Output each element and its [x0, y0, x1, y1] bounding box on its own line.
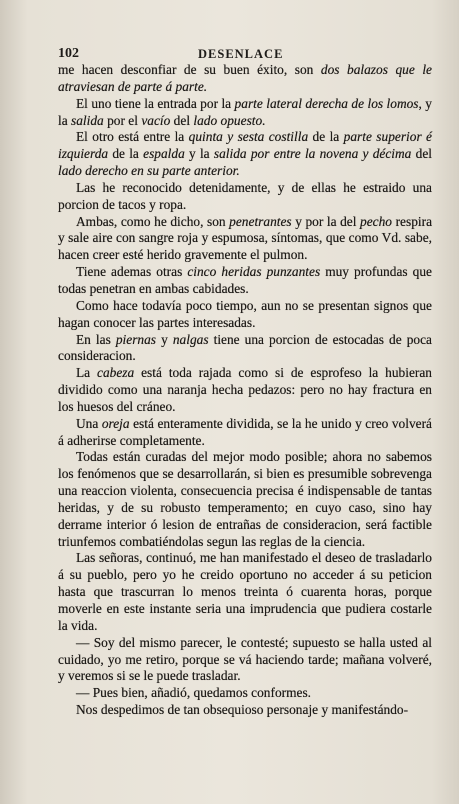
- text-run: El otro está entre la: [76, 129, 189, 145]
- italic-text: oreja: [101, 415, 130, 431]
- italic-text: salida: [71, 112, 104, 128]
- text-run: muy profundas que todas penetran en ambas cabidades.: [58, 264, 432, 296]
- italic-text: lado derecho en su parte anterior.: [58, 163, 240, 179]
- text-run: de la: [308, 129, 344, 145]
- italic-text: lado opuesto.: [193, 112, 266, 128]
- italic-text: parte lateral derecha de los lomos: [234, 95, 419, 111]
- running-title: DESENLACE: [198, 47, 284, 61]
- paragraph: [58, 129, 432, 180]
- text-run: Tiene ademas otras: [76, 264, 188, 280]
- paragraph: [58, 685, 432, 702]
- body-text: [58, 62, 432, 719]
- italic-text: vacío: [141, 112, 171, 128]
- italic-text: cinco heridas punzantes: [187, 264, 321, 280]
- text-run: En las: [76, 331, 116, 347]
- italic-text: piernas: [115, 331, 157, 347]
- italic-text: penetrantes: [229, 213, 292, 229]
- paragraph: [58, 449, 432, 550]
- text-run: Las señoras, continuó, me han manifestado el deseo de trasladarlo á su pueblo, pero yo he creido oportuno no acceder á su peticion hasta que trascurran lo menos treinta ó cuarenta horas, porque moverle en este instante seria una imprudencia que pudiera costarle la vida.: [58, 550, 432, 633]
- text-run: está enteramente dividida, se la he unido y creo volverá á adherirse completamente.: [58, 415, 432, 448]
- italic-text: espalda: [143, 146, 185, 162]
- text-run: del: [411, 146, 432, 162]
- text-run: — Pues bien, añadió, quedamos conformes.: [76, 685, 312, 701]
- italic-text: nalgas: [172, 331, 209, 347]
- text-run: Nos despedimos de tan obsequioso personaje y manifestándo-: [76, 702, 409, 718]
- text-run: El uno tiene la entrada por la: [76, 95, 235, 111]
- italic-text: cabeza: [97, 365, 135, 381]
- text-run: — Soy del mismo parecer, le contesté; supuesto se halla usted al cuidado, yo me retiro, porque se vá haciendo tarde; mañana volveré, y veremos si se le puede trasladar.: [58, 634, 432, 684]
- text-run: me hacen desconfiar de su buen éxito, son: [58, 62, 321, 77]
- paragraph: [58, 332, 432, 366]
- italic-text: quinta y sesta costilla: [188, 129, 309, 145]
- paragraph: [58, 96, 432, 130]
- italic-text: pecho: [360, 213, 393, 229]
- paragraph: [58, 62, 432, 96]
- text-run: Las he reconocido detenidamente, y de ellas he estraido una porcion de tacos y ropa.: [58, 179, 432, 212]
- text-run: Como hace todavía poco tiempo, aun no se presentan signos que hagan conocer las partes interesadas.: [58, 297, 432, 330]
- italic-text: salida por entre la novena y décima: [213, 146, 412, 162]
- text-run: y: [156, 331, 173, 347]
- italic-text: dos balazos que le atraviesan de parte á parte.: [58, 62, 432, 94]
- text-run: La: [76, 365, 98, 381]
- paragraph: [58, 635, 432, 686]
- paragraph: [58, 702, 432, 719]
- text-run: Una: [76, 415, 102, 431]
- text-run: tiene una porcion de estocadas de poca consideracion.: [58, 331, 432, 364]
- text-run: está toda rajada como si de esprofeso la hubieran dividido como una naranja hecha pedazos: pero no hay fractura en los huesos del cráneo.: [58, 365, 432, 414]
- paragraph: [58, 180, 432, 214]
- paragraph: [58, 264, 432, 298]
- text-run: , y la: [58, 95, 432, 128]
- text-run: Ambas, como he dicho, son: [76, 213, 230, 229]
- paragraph: [58, 214, 432, 265]
- text-run: Todas están curadas del mejor modo posible; ahora no sabemos los fenómenos que se desarrollarán, si bien es presumible sobrevenga una reaccion violenta, consecuencia precisa é indispensable de tantas heridas, y de su robusto temperamento; en cuyo caso, sino hay derrame interior ó lesion de entrañas de consideracion, será factible triunfemos combatiéndolas segun las reglas de la ciencia.: [58, 449, 432, 549]
- text-run: por el: [103, 112, 142, 128]
- page-header: [58, 46, 433, 62]
- paragraph: [58, 416, 432, 450]
- page-number: 102: [58, 46, 79, 61]
- paragraph: [58, 550, 432, 634]
- text-run: y por la del: [291, 213, 361, 229]
- paragraph: [58, 365, 432, 416]
- text-run: de la: [108, 146, 144, 162]
- text-run: respira y sale aire con sangre roja y espumosa, síntomas, que como Vd. sabe, hacen creer esté herido gravemente el pulmon.: [58, 213, 433, 263]
- text-run: y la: [184, 146, 214, 162]
- paragraph: [58, 298, 432, 332]
- text-run: del: [170, 112, 194, 128]
- italic-text: parte superior é izquierda: [58, 129, 432, 162]
